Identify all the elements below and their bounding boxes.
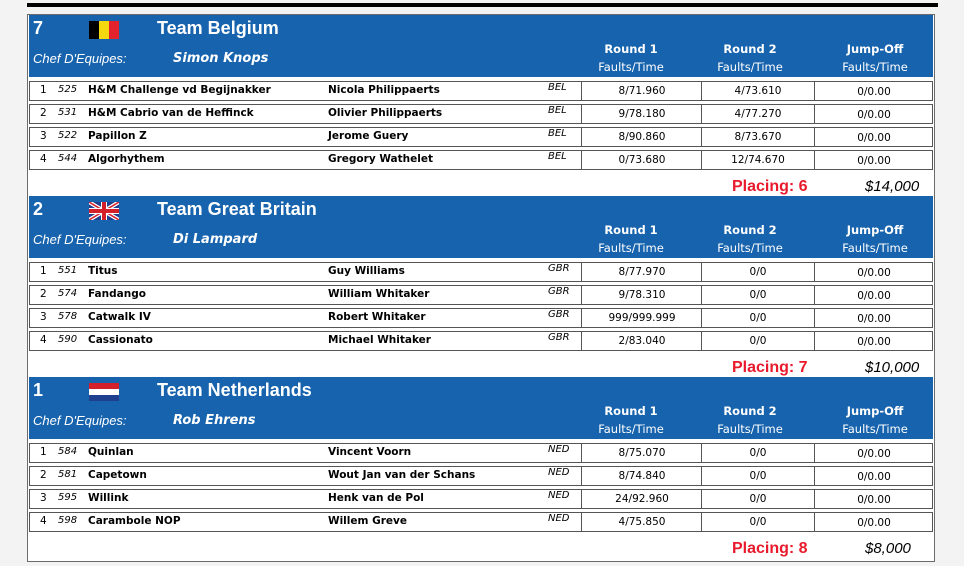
- bib-number: 531: [58, 107, 78, 118]
- jumpoff-result: 0/0.00: [814, 105, 933, 123]
- round1-result: 8/71.960: [581, 82, 702, 100]
- horse-name: H&M Challenge vd Begijnakker: [88, 84, 271, 96]
- bib-number: 525: [58, 84, 78, 95]
- rider-position: 3: [40, 311, 47, 323]
- jumpoff-result: 0/0.00: [814, 332, 933, 350]
- team-footer: [29, 532, 933, 562]
- horse-name: Titus: [88, 265, 118, 277]
- rider-name: Michael Whitaker: [328, 334, 431, 346]
- round1-result: 999/999.999: [581, 309, 702, 327]
- round2-header: Round 2 Faults/Time: [717, 42, 783, 74]
- belgium-flag-icon: [89, 21, 119, 39]
- chef-label: Chef D'Equipes:: [33, 413, 127, 428]
- prize-money: $14,000: [865, 178, 920, 195]
- rider-position: 3: [40, 492, 47, 504]
- table-row: [29, 512, 933, 532]
- jumpoff-result: 0/0.00: [814, 444, 933, 462]
- bib-number: 595: [58, 492, 78, 503]
- nation-code: BEL: [548, 105, 567, 116]
- round1-result: 8/74.840: [581, 467, 702, 485]
- nation-code: GBR: [548, 332, 570, 343]
- prize-money: $8,000: [865, 540, 911, 557]
- team-block-netherlands: [29, 377, 933, 562]
- jumpoff-result: 0/0.00: [814, 263, 933, 281]
- round2-result: 0/0: [701, 513, 814, 531]
- table-row: [29, 489, 933, 509]
- chef-label: Chef D'Equipes:: [33, 232, 127, 247]
- bib-number: 581: [58, 469, 78, 480]
- jumpoff-header: Jump-Off Faults/Time: [842, 223, 908, 255]
- rider-name: Nicola Philippaerts: [328, 84, 440, 96]
- rider-name: Wout Jan van der Schans: [328, 469, 476, 481]
- table-row: [29, 150, 933, 170]
- round1-header: Round 1 Faults/Time: [598, 42, 664, 74]
- jumpoff-result: 0/0.00: [814, 309, 933, 327]
- round1-result: 8/77.970: [581, 263, 702, 281]
- nation-code: NED: [548, 490, 570, 501]
- rider-name: Willem Greve: [328, 515, 407, 527]
- rider-position: 2: [40, 469, 47, 481]
- team-number: 1: [33, 380, 44, 400]
- horse-name: Algorhythem: [88, 153, 165, 165]
- placing-label: Placing: 8: [732, 540, 808, 557]
- prize-money: $10,000: [865, 359, 920, 376]
- jumpoff-result: 0/0.00: [814, 467, 933, 485]
- table-row: [29, 443, 933, 463]
- horse-name: Catwalk IV: [88, 311, 151, 323]
- jumpoff-result: 0/0.00: [814, 513, 933, 531]
- horse-name: Carambole NOP: [88, 515, 181, 527]
- nation-code: NED: [548, 513, 570, 524]
- nation-code: NED: [548, 444, 570, 455]
- round2-result: 0/0: [701, 309, 814, 327]
- horse-name: H&M Cabrio van de Heffinck: [88, 107, 254, 119]
- nation-code: GBR: [548, 263, 570, 274]
- table-row: [29, 81, 933, 101]
- round2-result: 8/73.670: [701, 128, 814, 146]
- round1-result: 4/75.850: [581, 513, 702, 531]
- rider-position: 3: [40, 130, 47, 142]
- round1-result: 0/73.680: [581, 151, 702, 169]
- team-number: 2: [33, 199, 44, 219]
- rider-name: Vincent Voorn: [328, 446, 412, 458]
- rider-rows: [29, 439, 933, 532]
- table-row: [29, 262, 933, 282]
- horse-name: Capetown: [88, 469, 147, 481]
- chef-name: Di Lampard: [173, 232, 258, 247]
- rider-position: 1: [40, 446, 47, 458]
- rider-name: Guy Williams: [328, 265, 405, 277]
- round1-result: 9/78.310: [581, 286, 702, 304]
- bib-number: 574: [58, 288, 78, 299]
- round2-result: 0/0: [701, 444, 814, 462]
- jumpoff-header: Jump-Off Faults/Time: [842, 404, 908, 436]
- round1-header: Round 1 Faults/Time: [598, 404, 664, 436]
- nation-code: GBR: [548, 286, 570, 297]
- round1-result: 8/75.070: [581, 444, 702, 462]
- horse-name: Willink: [88, 492, 129, 504]
- bib-number: 522: [58, 130, 78, 141]
- netherlands-flag-icon: [89, 383, 119, 401]
- bib-number: 551: [58, 265, 78, 276]
- uk-flag-icon: [89, 202, 119, 220]
- rider-name: Henk van de Pol: [328, 492, 424, 504]
- horse-name: Quinlan: [88, 446, 134, 458]
- table-row: [29, 308, 933, 328]
- rider-position: 2: [40, 107, 47, 119]
- table-row: [29, 466, 933, 486]
- chef-name: Simon Knops: [173, 51, 269, 66]
- rider-position: 1: [40, 265, 47, 277]
- rider-position: 2: [40, 288, 47, 300]
- rider-name: William Whitaker: [328, 288, 430, 300]
- team-header: [29, 15, 933, 77]
- round1-result: 8/90.860: [581, 128, 702, 146]
- placing-label: Placing: 7: [732, 359, 808, 376]
- jumpoff-result: 0/0.00: [814, 151, 933, 169]
- team-block-great-britain: [29, 196, 933, 381]
- round1-result: 9/78.180: [581, 105, 702, 123]
- rider-rows: [29, 258, 933, 351]
- rider-position: 4: [40, 334, 47, 346]
- nation-code: BEL: [548, 128, 567, 139]
- bib-number: 544: [58, 153, 78, 164]
- round2-result: 12/74.670: [701, 151, 814, 169]
- jumpoff-result: 0/0.00: [814, 128, 933, 146]
- team-name: Team Belgium: [157, 18, 279, 38]
- nation-code: BEL: [548, 82, 567, 93]
- nation-code: NED: [548, 467, 570, 478]
- rider-name: Olivier Philippaerts: [328, 107, 443, 119]
- team-name: Team Great Britain: [157, 199, 317, 219]
- jumpoff-result: 0/0.00: [814, 490, 933, 508]
- bib-number: 590: [58, 334, 78, 345]
- rider-rows: [29, 77, 933, 170]
- team-header: [29, 196, 933, 258]
- table-row: [29, 331, 933, 351]
- nation-code: GBR: [548, 309, 570, 320]
- rider-position: 4: [40, 153, 47, 165]
- round2-result: 4/77.270: [701, 105, 814, 123]
- round2-header: Round 2 Faults/Time: [717, 223, 783, 255]
- bib-number: 584: [58, 446, 78, 457]
- results-panel: [27, 14, 935, 562]
- round1-result: 24/92.960: [581, 490, 702, 508]
- round2-result: 0/0: [701, 490, 814, 508]
- placing-label: Placing: 6: [732, 178, 808, 195]
- team-number: 7: [33, 18, 44, 38]
- team-block-belgium: [29, 15, 933, 200]
- round1-header: Round 1 Faults/Time: [598, 223, 664, 255]
- jumpoff-result: 0/0.00: [814, 286, 933, 304]
- horse-name: Cassionato: [88, 334, 153, 346]
- rider-name: Gregory Wathelet: [328, 153, 433, 165]
- horse-name: Fandango: [88, 288, 146, 300]
- horse-name: Papillon Z: [88, 130, 147, 142]
- jumpoff-header: Jump-Off Faults/Time: [842, 42, 908, 74]
- round2-header: Round 2 Faults/Time: [717, 404, 783, 436]
- nation-code: BEL: [548, 151, 567, 162]
- chef-label: Chef D'Equipes:: [33, 51, 127, 66]
- round1-result: 2/83.040: [581, 332, 702, 350]
- bib-number: 578: [58, 311, 78, 322]
- round2-result: 0/0: [701, 332, 814, 350]
- team-header: [29, 377, 933, 439]
- round2-result: 4/73.610: [701, 82, 814, 100]
- rider-name: Jerome Guery: [328, 130, 409, 142]
- rider-name: Robert Whitaker: [328, 311, 426, 323]
- rider-position: 1: [40, 84, 47, 96]
- jumpoff-result: 0/0.00: [814, 82, 933, 100]
- chef-name: Rob Ehrens: [173, 413, 256, 428]
- table-row: [29, 127, 933, 147]
- table-row: [29, 285, 933, 305]
- top-divider: [27, 3, 938, 7]
- round2-result: 0/0: [701, 286, 814, 304]
- round2-result: 0/0: [701, 467, 814, 485]
- round2-result: 0/0: [701, 263, 814, 281]
- rider-position: 4: [40, 515, 47, 527]
- bib-number: 598: [58, 515, 78, 526]
- team-name: Team Netherlands: [157, 380, 312, 400]
- table-row: [29, 104, 933, 124]
